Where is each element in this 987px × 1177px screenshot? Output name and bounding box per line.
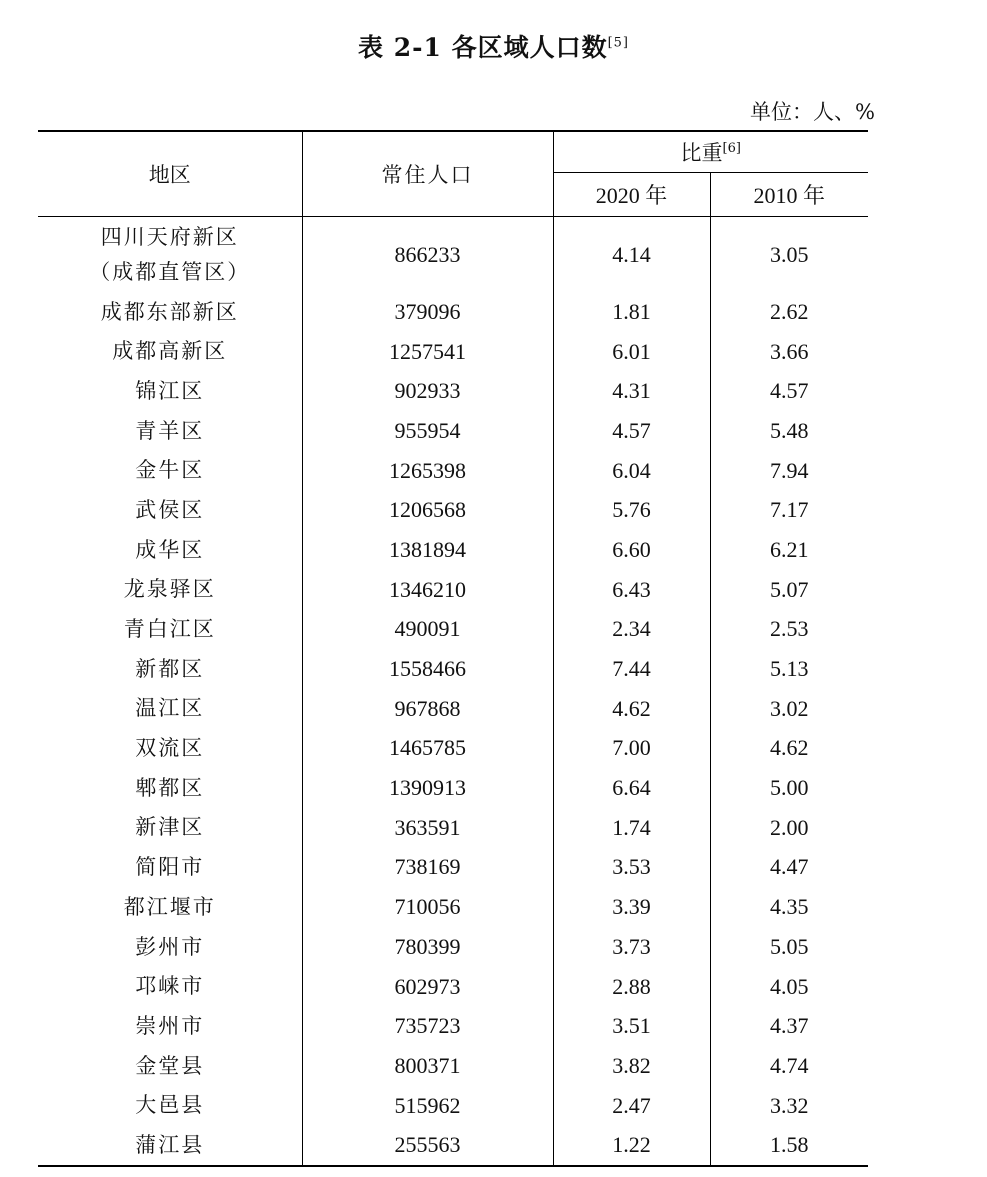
region-cell: 蒲江县 — [38, 1125, 302, 1166]
table-row — [38, 451, 868, 491]
region-cell: 龙泉驿区 — [38, 570, 302, 610]
share-2020-cell: 4.62 — [553, 689, 710, 729]
share-2020-cell: 6.64 — [553, 768, 710, 808]
share-2010-cell: 5.05 — [770, 933, 809, 959]
share-2020-cell: 3.73 — [553, 927, 710, 967]
region-cell: 锦江区 — [38, 371, 302, 411]
table-row — [38, 411, 868, 451]
share-2020-cell: 4.14 — [553, 217, 710, 293]
share-2020-cell: 3.51 — [553, 1006, 710, 1046]
population-cell: 602973 — [302, 967, 553, 1007]
share-2020-cell: 1.22 — [553, 1125, 710, 1166]
share-2010-cell: 7.94 — [770, 457, 809, 483]
share-2010-cell: 4.35 — [770, 894, 809, 920]
share-2010-cell: 4.47 — [770, 854, 809, 880]
region-cell: 金堂县 — [38, 1046, 302, 1086]
share-2020-cell: 7.00 — [553, 729, 710, 769]
share-2020-cell: 2.88 — [553, 967, 710, 1007]
population-cell: 1265398 — [302, 451, 553, 491]
share-2020-cell: 2.34 — [553, 610, 710, 650]
share-2010-cell: 5.48 — [770, 417, 809, 443]
share-2010-cell: 3.05 — [770, 241, 809, 267]
share-2010-cell: 2.53 — [770, 616, 809, 642]
population-cell: 490091 — [302, 610, 553, 650]
share-2010-cell: 2.62 — [770, 298, 809, 324]
region-cell: 成都高新区 — [38, 332, 302, 372]
population-cell: 866233 — [302, 217, 553, 293]
region-cell: 成华区 — [38, 530, 302, 570]
share-2020-cell: 7.44 — [553, 649, 710, 689]
table-row — [38, 1125, 868, 1166]
population-cell: 710056 — [302, 887, 553, 927]
region-cell: 彭州市 — [38, 927, 302, 967]
region-cell: 邛崃市 — [38, 967, 302, 1007]
table-row — [38, 1086, 868, 1126]
region-cell: 新都区 — [38, 649, 302, 689]
share-2020-cell: 1.74 — [553, 808, 710, 848]
share-2010-cell: 5.07 — [770, 576, 809, 602]
population-cell: 363591 — [302, 808, 553, 848]
region-cell: 简阳市 — [38, 848, 302, 888]
region-cell: 青羊区 — [38, 411, 302, 451]
population-cell: 738169 — [302, 848, 553, 888]
table-title-text: 表 2-1 各区域人口数 — [358, 33, 608, 62]
share-2020-cell: 6.01 — [553, 332, 710, 372]
share-2020-cell: 1.81 — [553, 292, 710, 332]
share-2010-cell: 3.32 — [770, 1092, 809, 1118]
share-2020-cell: 3.82 — [553, 1046, 710, 1086]
share-2010-cell: 5.13 — [770, 656, 809, 682]
unit-label: 单位：人、% — [750, 100, 875, 124]
share-2010-cell: 5.00 — [770, 775, 809, 801]
region-name-line2: （成都直管区） — [89, 259, 251, 284]
population-table — [38, 130, 868, 1167]
share-2020-cell: 4.31 — [553, 371, 710, 411]
population-cell: 735723 — [302, 1006, 553, 1046]
region-cell: 双流区 — [38, 729, 302, 769]
header-weight-footnote: [6] — [722, 141, 741, 156]
share-2010-cell: 2.00 — [770, 814, 809, 840]
share-2020-cell: 6.60 — [553, 530, 710, 570]
table-row — [38, 1006, 868, 1046]
population-cell: 1346210 — [302, 570, 553, 610]
share-2010-cell: 1.58 — [710, 1125, 868, 1166]
region-cell: 都江堰市 — [38, 887, 302, 927]
share-2020-cell: 5.76 — [553, 490, 710, 530]
header-region: 地区 — [38, 131, 302, 217]
table-row — [38, 570, 868, 610]
table-row — [38, 649, 868, 689]
header-weight — [553, 131, 868, 173]
table-row — [38, 371, 868, 411]
share-2010-cell: 4.62 — [770, 735, 809, 761]
population-cell: 967868 — [302, 689, 553, 729]
region-cell — [38, 217, 302, 293]
header-population — [302, 131, 553, 217]
table-row — [38, 967, 868, 1007]
table-row — [38, 332, 868, 372]
population-cell: 1390913 — [302, 768, 553, 808]
share-2020-cell: 3.39 — [553, 887, 710, 927]
population-cell: 780399 — [302, 927, 553, 967]
region-name-line1: 四川天府新区 — [100, 224, 239, 249]
table-row — [38, 887, 868, 927]
share-2010-cell: 3.66 — [770, 338, 809, 364]
share-2010-cell: 4.37 — [770, 1013, 809, 1039]
header-weight-label: 比重 — [680, 141, 723, 165]
population-cell: 515962 — [302, 1086, 553, 1126]
region-cell: 新津区 — [38, 808, 302, 848]
population-cell: 1381894 — [302, 530, 553, 570]
table-row — [38, 292, 868, 332]
share-2010-cell: 4.05 — [770, 973, 809, 999]
share-2020-cell: 2.47 — [553, 1086, 710, 1126]
table-row — [38, 927, 868, 967]
table-title — [0, 28, 987, 64]
population-cell: 902933 — [302, 371, 553, 411]
share-2020-cell: 4.57 — [553, 411, 710, 451]
share-2010-cell: 4.74 — [770, 1052, 809, 1078]
table-row — [38, 808, 868, 848]
table-row — [38, 848, 868, 888]
share-2010-cell: 7.17 — [770, 497, 809, 523]
population-cell: 1558466 — [302, 649, 553, 689]
share-2020-cell: 3.53 — [553, 848, 710, 888]
table-row — [38, 490, 868, 530]
region-cell: 大邑县 — [38, 1086, 302, 1126]
region-cell: 青白江区 — [38, 610, 302, 650]
header-year-2010: 2010 年 — [710, 173, 868, 217]
share-2020-cell: 6.43 — [553, 570, 710, 610]
region-cell: 成都东部新区 — [38, 292, 302, 332]
share-2010-cell: 4.57 — [770, 378, 809, 404]
table-title-footnote: [5] — [607, 35, 629, 51]
table-row — [38, 610, 868, 650]
region-cell: 崇州市 — [38, 1006, 302, 1046]
table-row — [38, 729, 868, 769]
table-row — [38, 768, 868, 808]
region-cell: 武侯区 — [38, 490, 302, 530]
population-cell: 1465785 — [302, 729, 553, 769]
header-population-label: 常住人口 — [381, 163, 474, 187]
region-cell: 郫都区 — [38, 768, 302, 808]
population-cell: 379096 — [302, 292, 553, 332]
table-row — [38, 217, 868, 293]
population-cell: 955954 — [302, 411, 553, 451]
population-cell: 800371 — [302, 1046, 553, 1086]
share-2010-cell: 3.02 — [770, 695, 809, 721]
region-cell: 金牛区 — [38, 451, 302, 491]
region-cell: 温江区 — [38, 689, 302, 729]
table-row — [38, 689, 868, 729]
header-year-2020: 2020 年 — [553, 173, 710, 217]
population-cell: 1257541 — [302, 332, 553, 372]
table-row — [38, 1046, 868, 1086]
population-cell: 1206568 — [302, 490, 553, 530]
table-row — [38, 530, 868, 570]
population-cell: 255563 — [302, 1125, 553, 1166]
share-2010-cell: 6.21 — [770, 536, 809, 562]
share-2020-cell: 6.04 — [553, 451, 710, 491]
